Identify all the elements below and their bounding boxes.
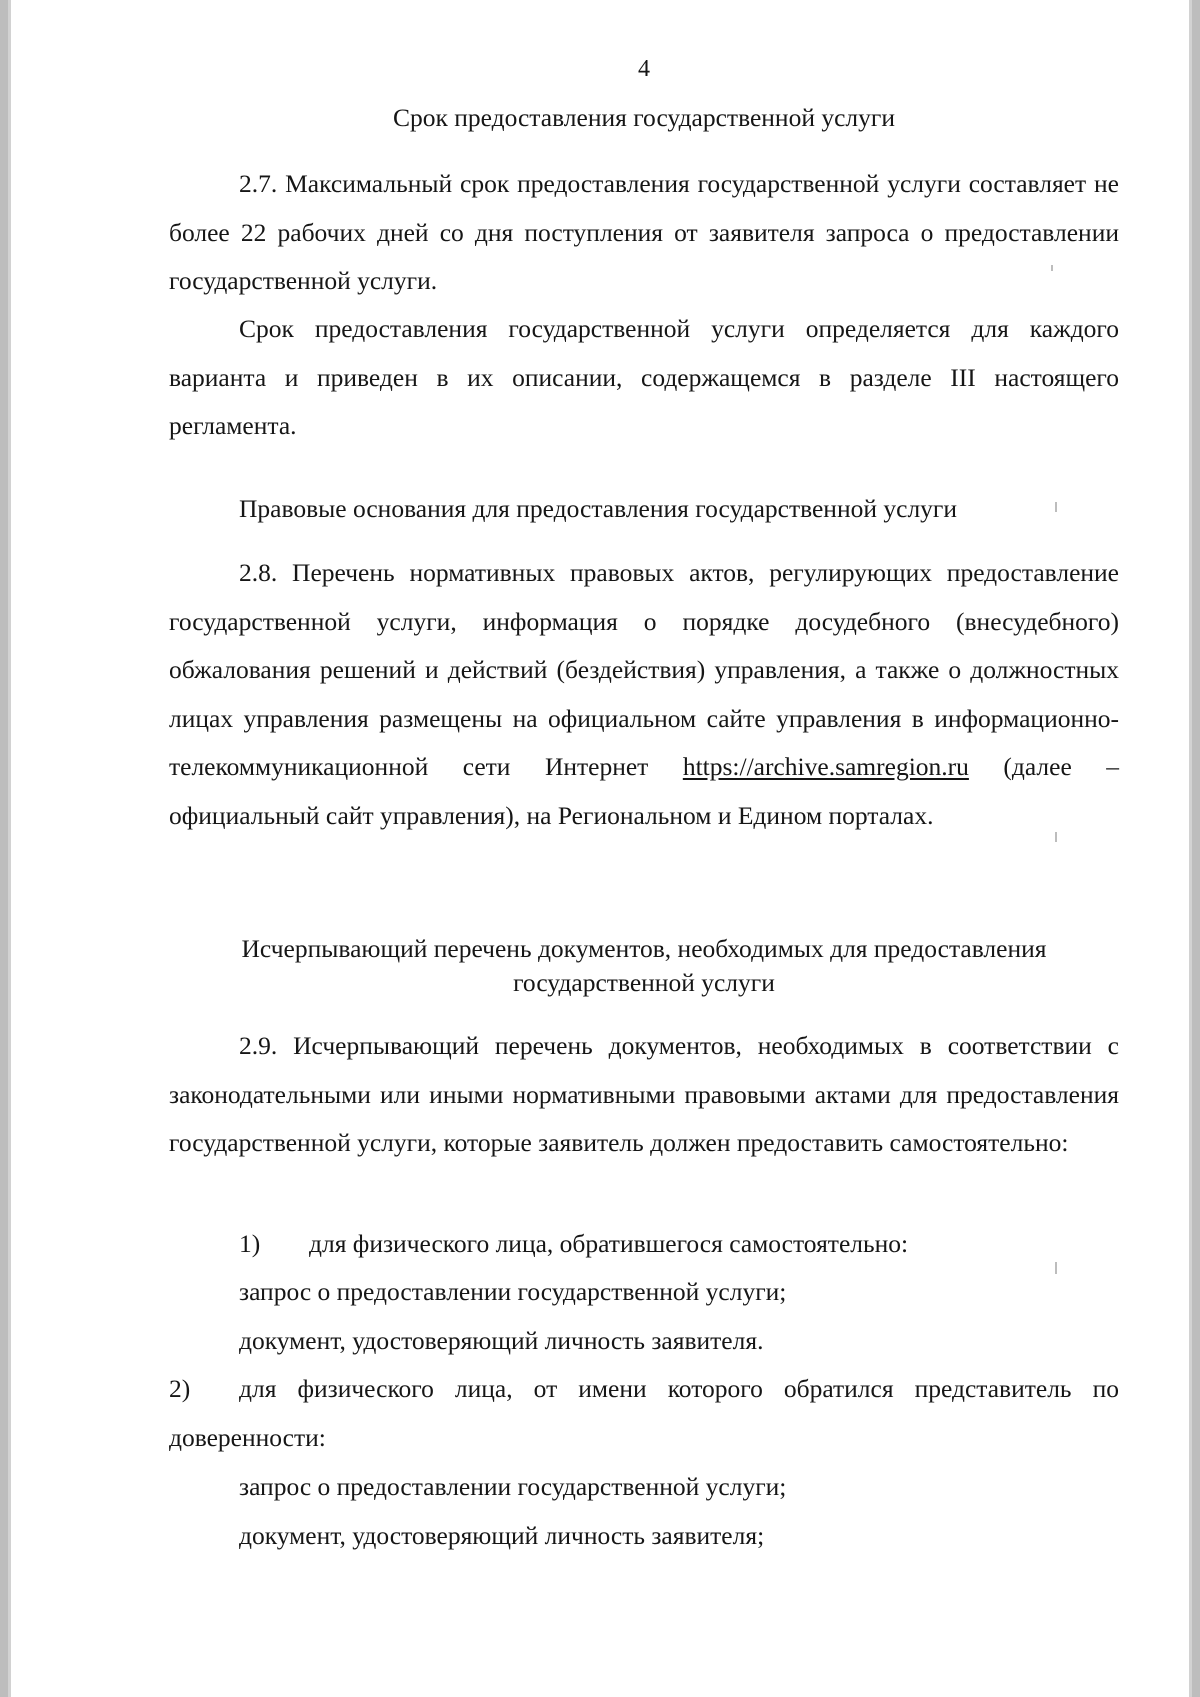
list-item-2: 2) для физического лица, от имени которого обратился представитель по доверенности: [169,1374,1119,1452]
list-item-1-line-1: запрос о предоставлении государственной услуги; [239,1277,787,1306]
paragraph-2-7-term-variants: Срок предоставления государственной услуги определяется для каждого варианта и приведен в их описании, содержащемся в разделе III настоящего регламента. [169,314,1119,440]
paragraph-2-8: 2.8. Перечень нормативных правовых актов, регулирующих предоставление государственной услуги, информация о порядке досудебного (внесудебного) обжалования решений и действий (бездействия) управления, а также о должностных лицах управления размещены на официальном сайте управления в информационно-телекоммуникационной сети Интернет https://archive.samregion.ru (далее – официальный сайт управления), на Региональном и Едином порталах. [169,558,1119,830]
section-heading-legal-basis: Правовые основания для предоставления государственной услуги [239,494,958,523]
official-site-link[interactable]: https://archive.samregion.ru [682,752,969,781]
paragraph-2-9: 2.9. Исчерпывающий перечень документов, необходимых в соответствии с законодательными или иными нормативными правовыми актами для предоставления государственной услуги, которые заявитель должен предоставить самостоятельно: [169,1031,1119,1157]
paragraph-2-7: 2.7. Максимальный срок предоставления государственной услуги составляет не более 22 рабочих дней со дня поступления от заявителя запроса о предоставлении государственной услуги. [169,169,1119,295]
page-number: 4 [638,56,650,82]
section-heading-documents: Исчерпывающий перечень документов, необходимых для предоставления государственной услуги [241,934,1047,997]
list-item-2-line-2: документ, удостоверяющий личность заявителя; [239,1521,765,1550]
section-heading-term: Срок предоставления государственной услуги [392,103,895,132]
list-item-2-line-1: запрос о предоставлении государственной услуги; [239,1472,787,1501]
list-item-1: 1) для физического лица, обратившегося самостоятельно: [239,1229,909,1258]
document-page [8,0,1192,1697]
list-item-1-line-2: документ, удостоверяющий личность заявителя. [239,1326,764,1355]
